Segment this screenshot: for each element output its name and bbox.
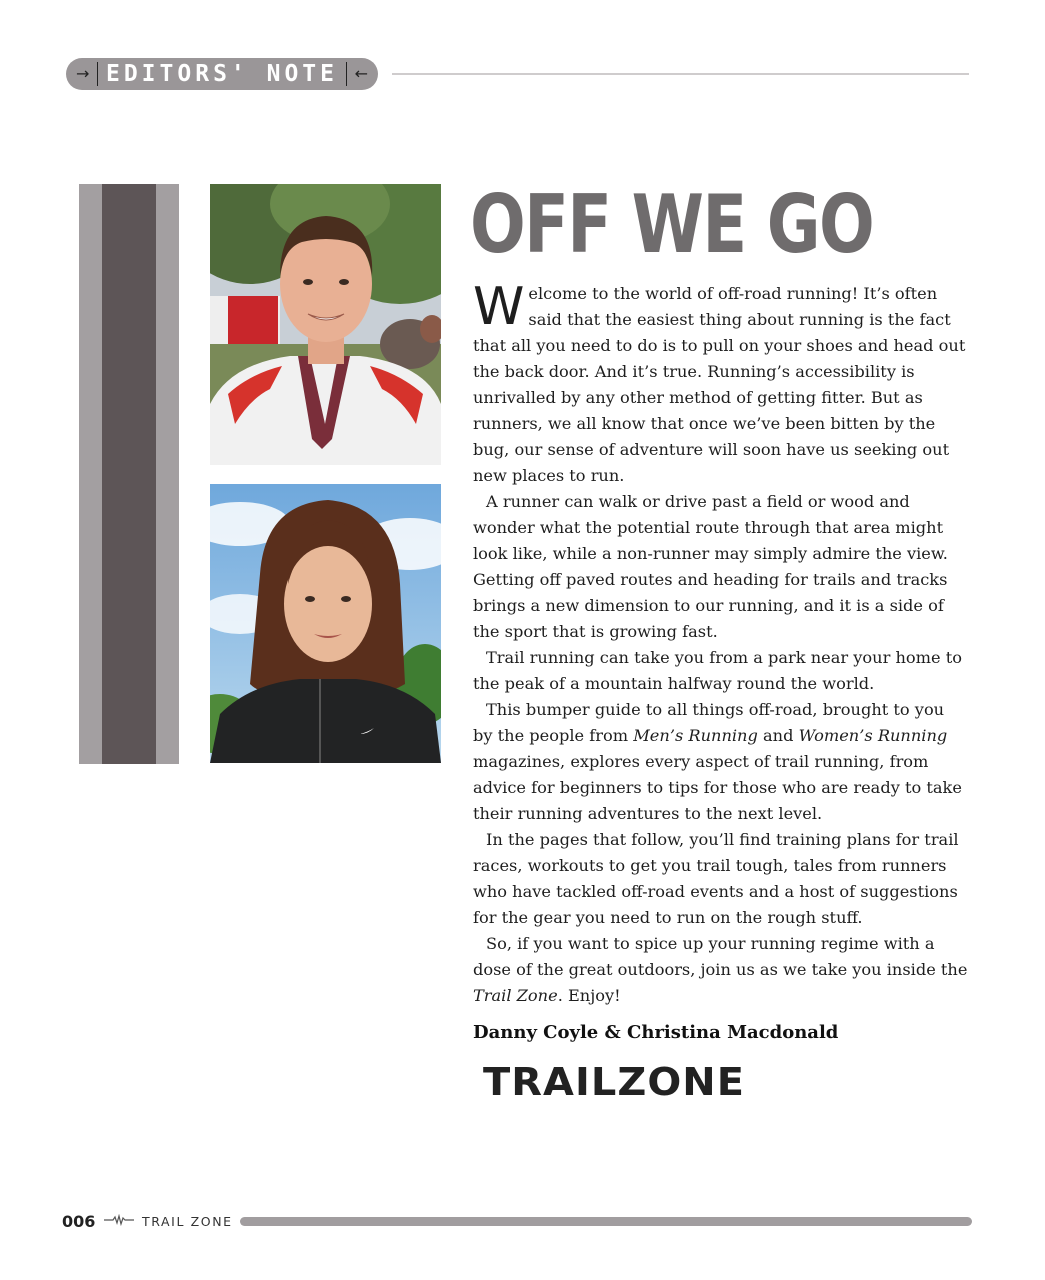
paragraph-1 [473, 277, 968, 489]
trailzone-logo: TRAILZONE [483, 1060, 746, 1104]
squiggle-icon [104, 1214, 134, 1226]
paragraph-4-text-b: and [757, 726, 799, 745]
magazine-name-womens-running: Women’s Running [798, 726, 948, 745]
arrow-right-icon: → [76, 64, 90, 83]
stripe-light [79, 184, 102, 764]
paragraph-3: Trail running can take you from a park near your home to the peak of a mountain halfway round the world. [473, 648, 962, 693]
editor-photo-female [210, 484, 441, 763]
section-header-pill [66, 58, 378, 90]
article-body [473, 277, 968, 1009]
paragraph-6 [473, 931, 968, 1009]
paragraph-6-text-a: So, if you want to spice up your running regime with a dose of the great outdoors, join us as we take you inside the [473, 934, 968, 979]
footer-bar [240, 1217, 972, 1226]
magazine-name-mens-running: Men’s Running [633, 726, 758, 745]
paragraph-4 [473, 697, 968, 827]
paragraph-6-text-b: . Enjoy! [557, 986, 621, 1005]
author-signature: Danny Coyle & Christina Macdonald [473, 1022, 839, 1043]
paragraph-1-text: elcome to the world of off-road running! It’s often said that the easiest thing about running is the fact that all you need to do is to pull on your shoes and head out the back door. And it’s true. Running’s accessibility is unrivalled by any other method of getting fitter. But as runners, we all know that once we’ve been bitten by the bug, our sense of adventure will soon have us seeking out new places to run. [473, 284, 966, 485]
paragraph-2: A runner can walk or drive past a field or wood and wonder what the potential route through that area might look like, while a non-runner may simply admire the view. Getting off paved routes and heading for trails and tracks brings a new dimension to our running, and it is a side of the sport that is growing fast. [473, 492, 948, 641]
paragraph-4-text-a: This bumper guide to all things off-road, brought to you by the people from [473, 700, 945, 745]
section-label: EDITORS' NOTE [105, 61, 338, 87]
decorative-stripes [79, 184, 179, 764]
editor-photo-male [210, 184, 441, 465]
paragraph-4-text-c: magazines, explores every aspect of trail running, from advice for beginners to tips for those who are ready to take their running adventures to the next level. [473, 752, 962, 823]
trail-zone-italic: Trail Zone [473, 986, 558, 1005]
paragraph-5: In the pages that follow, you’ll find training plans for trail races, workouts to get you trail tough, tales from runners who have tackled off-road events and a host of suggestions for the gear you need to run on the rough stuff. [473, 830, 959, 927]
article-title: OFF WE GO [470, 178, 874, 271]
pill-divider [97, 62, 98, 86]
arrow-left-icon: ← [354, 64, 368, 83]
page-number: 006 [62, 1212, 96, 1231]
drop-cap: W [473, 277, 525, 337]
footer-title: TRAIL ZONE [142, 1214, 233, 1229]
pill-divider [346, 62, 347, 86]
stripe-dark [102, 184, 156, 764]
stripe-light [156, 184, 179, 764]
header-rule [392, 73, 969, 75]
